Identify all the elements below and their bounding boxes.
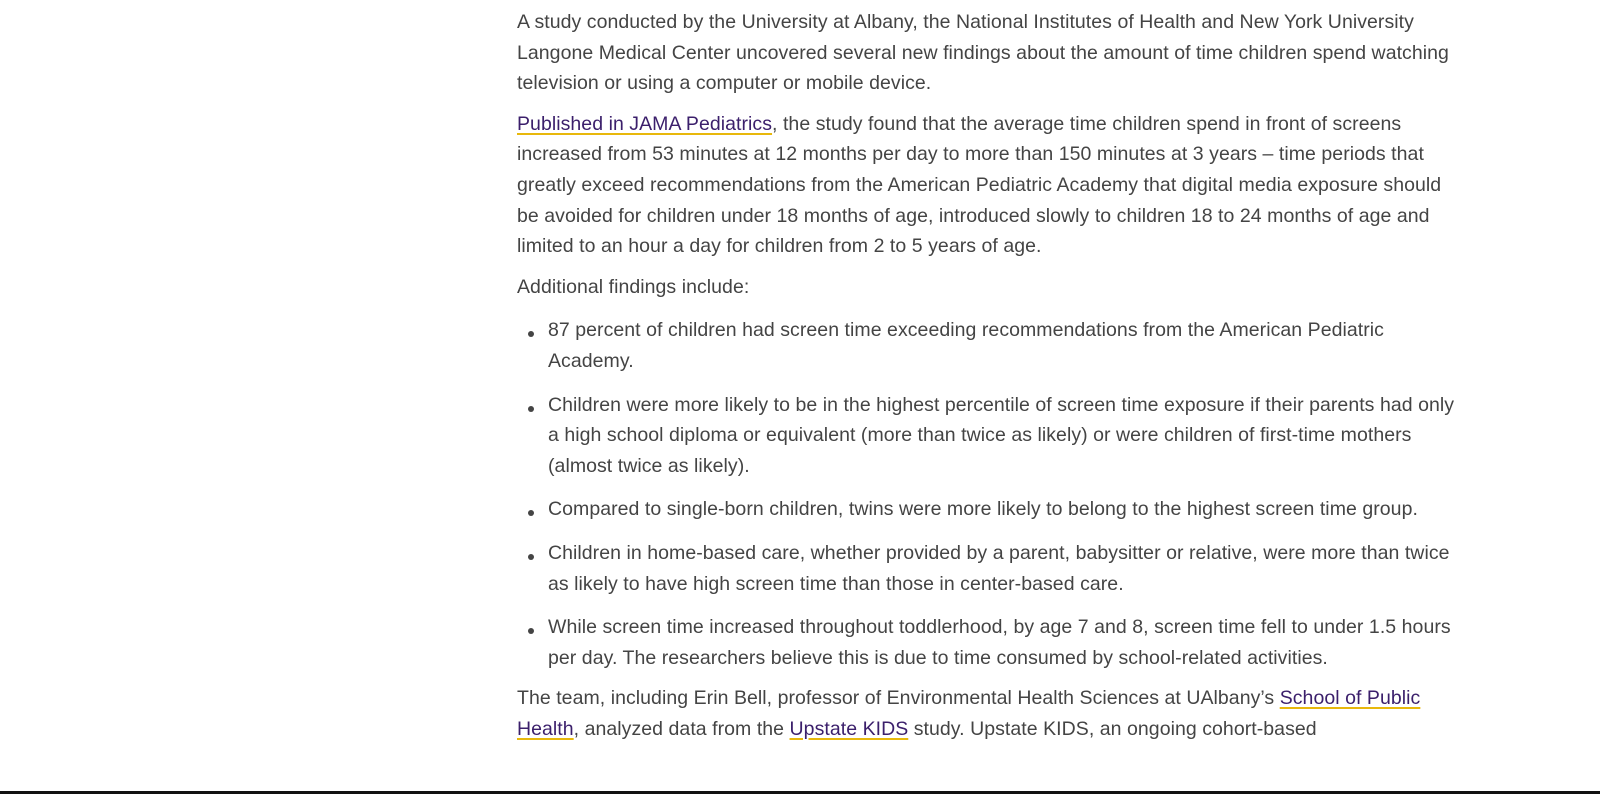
findings-list: [517, 312, 1457, 673]
study-paragraph: [517, 109, 1457, 262]
finding-item: Compared to single-born children, twins were more likely to belong to the highest screen time group.: [548, 491, 1457, 525]
finding-item: Children in home-based care, whether provided by a parent, babysitter or relative, were more than twice as likely to have high screen time than those in center-based care.: [548, 535, 1457, 599]
team-paragraph: [517, 683, 1457, 744]
team-paragraph-text-1: The team, including Erin Bell, professor of Environmental Health Sciences at UAlbany’s: [517, 687, 1280, 710]
jama-pediatrics-link[interactable]: Published in JAMA Pediatrics: [517, 112, 773, 135]
finding-item: 87 percent of children had screen time exceeding recommendations from the American Pediatric Academy.: [548, 312, 1457, 376]
finding-item: While screen time increased throughout toddlerhood, by age 7 and 8, screen time fell to under 1.5 hours per day. The researchers believe this is due to time consumed by school-related activities.: [548, 609, 1457, 673]
intro-paragraph: A study conducted by the University at Albany, the National Institutes of Health and New York University Langone Medical Center uncovered several new findings about the amount of time children spend watching television or using a computer or mobile device.: [517, 11, 1449, 95]
team-paragraph-text-2: , analyzed data from the: [573, 717, 790, 740]
team-paragraph-text-3: study. Upstate KIDS, an ongoing cohort-based: [908, 717, 1317, 740]
findings-intro: Additional findings include:: [517, 275, 750, 298]
article-body: [517, 7, 1457, 754]
school-of-public-health-link[interactable]: School of Public Health: [517, 687, 1421, 740]
upstate-kids-link[interactable]: Upstate KIDS: [789, 717, 909, 740]
study-paragraph-text: , the study found that the average time children spend in front of screens increased from 53 minutes at 12 months per day to more than 150 minutes at 3 years – time periods that greatly exceed recommendations from the American Pediatric Academy that digital media exposure should be avoided for children under 18 months of age, introduced slowly to children 18 to 24 months of age and limited to an hour a day for children from 2 to 5 years of age.: [517, 112, 1442, 258]
finding-item: Children were more likely to be in the highest percentile of screen time exposure if their parents had only a high school diploma or equivalent (more than twice as likely) or were children of first-time mothers (almost twice as likely).: [548, 387, 1457, 482]
